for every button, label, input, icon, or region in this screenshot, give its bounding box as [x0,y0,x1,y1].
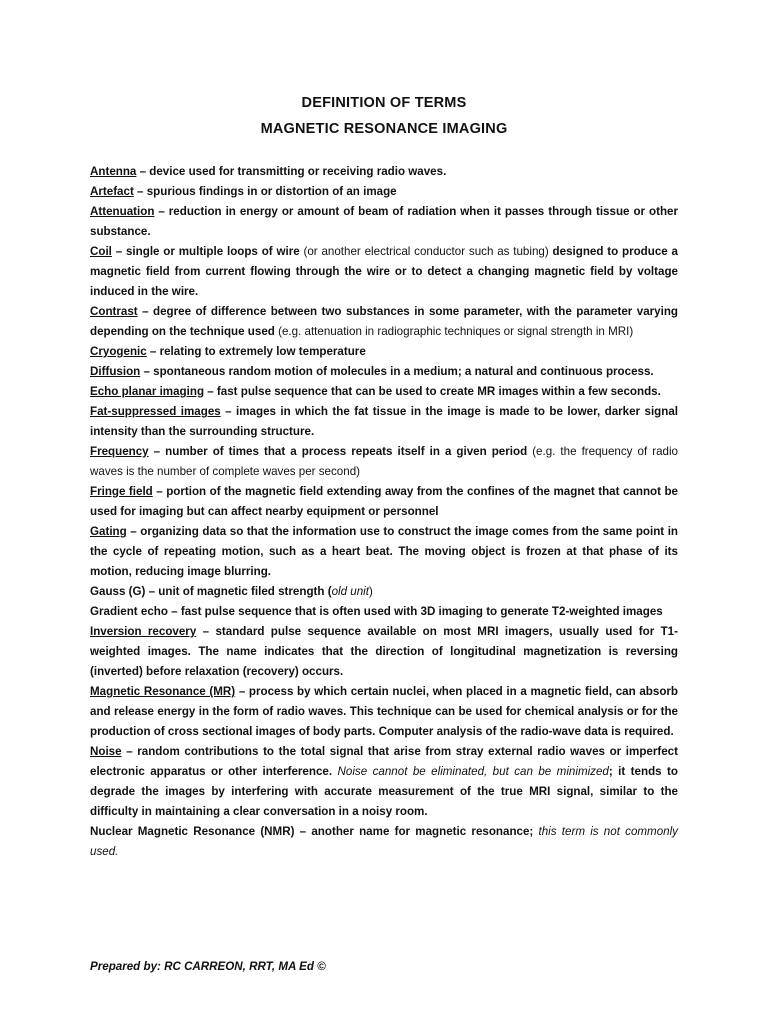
definition-term: Cryogenic [90,345,147,358]
definition-entry [90,182,678,202]
definition-entry [90,522,678,582]
definition-text: – random contributions to the total signal that arise from stray external radio waves or imperfect electronic apparatus or other interference. [90,745,678,778]
definition-entry [90,402,678,442]
definition-term: Fat-suppressed images [90,405,221,418]
definition-term: Gating [90,525,127,538]
definition-entry [90,822,678,862]
definition-text: – reduction in energy or amount of beam of radiation when it passes through tissue or other substance. [90,205,678,238]
definition-term: Contrast [90,305,138,318]
definition-term: Magnetic Resonance (MR) [90,685,236,698]
definition-text: – fast pulse sequence that can be used to create MR images within a few seconds. [204,385,661,398]
definition-text: ; it tends to degrade the images by interfering with accurate measurement of the true MRI signal, similar to the difficulty in maintaining a clear conversation in a noisy room. [90,765,678,818]
definition-entry [90,622,678,682]
definition-term: Gradient echo [90,605,168,618]
definition-text: (e.g. the frequency of radio waves is the number of complete waves per second) [90,445,678,478]
definition-term: Attenuation [90,205,155,218]
definition-text: (e.g. attenuation in radiographic techniques or signal strength in MRI) [278,325,634,338]
definition-entry [90,162,678,182]
definition-term: Echo planar imaging [90,385,205,398]
definition-entry [90,602,678,622]
definition-entry [90,682,678,742]
definition-term: Fringe field [90,485,153,498]
definition-text: – device used for transmitting or receiving radio waves. [136,165,447,178]
definition-text: – spurious findings in or distortion of an image [133,185,397,198]
definition-text: Noise cannot be eliminated, but can be minimized [337,765,609,778]
definition-text: designed to produce a magnetic field from current flowing through the wire or to detect a changing magnetic field by voltage induced in the wire. [90,245,678,298]
definition-text: this term is not commonly used. [90,825,678,858]
definition-term: Inversion recovery [90,625,197,638]
definition-entry [90,742,678,822]
definition-text: – spontaneous random motion of molecules in a medium; a natural and continuous process. [140,365,654,378]
prepared-by-footer: Prepared by: RC CARREON, RRT, MA Ed © [90,960,326,973]
definition-entry [90,302,678,342]
definition-entry [90,382,678,402]
document-subtitle: MAGNETIC RESONANCE IMAGING [260,121,508,137]
definition-list [90,162,678,862]
definition-text: ) [368,585,373,598]
definition-text: – single or multiple loops of wire [111,245,304,258]
definition-text: old unit [331,585,369,598]
definition-term: Coil [90,245,112,258]
definition-term: Frequency [90,445,149,458]
definition-term: Diffusion [90,365,141,378]
definition-entry [90,242,678,302]
definition-term: Artefact [90,185,134,198]
definition-text: – standard pulse sequence available on most MRI imagers, usually used for T1-weighted images. The name indicates that the direction of longitudinal magnetization is reversing (inverted) before relaxation (recovery) occurs. [90,625,678,678]
definition-text: (or another electrical conductor such as tubing) [303,245,549,258]
definition-entry [90,442,678,482]
definition-text: – degree of difference between two substances in some parameter, with the parameter varying depending on the technique used [90,305,678,338]
definition-entry [90,362,678,382]
definition-entry [90,482,678,522]
definition-text: – images in which the fat tissue in the image is made to be lower, darker signal intensity than the surrounding structure. [90,405,678,438]
document-title: DEFINITION OF TERMS [301,95,467,111]
definition-text: – portion of the magnetic field extending away from the confines of the magnet that cannot be used for imaging but can affect nearby equipment or personnel [90,485,678,518]
definition-text: – relating to extremely low temperature [146,345,366,358]
definition-term: Nuclear Magnetic Resonance (NMR) [90,825,295,838]
definition-entry [90,342,678,362]
definition-term: Antenna [90,165,137,178]
definition-text: – process by which certain nuclei, when placed in a magnetic field, can absorb and release energy in the form of radio waves. This technique can be used for chemical analysis or for the production of cross sectional images of body parts. Computer analysis of the radio-wave data is required. [90,685,679,738]
definition-text: – organizing data so that the information use to construct the image comes from the same point in the cycle of repeating motion, such as a heart beat. The moving object is frozen at that phase of its motion, reducing image blurring. [90,525,678,578]
definition-text: – fast pulse sequence that is often used with 3D imaging to generate T2-weighted images [167,605,663,618]
definition-entry [90,582,678,602]
definition-text: – another name for magnetic resonance; [294,825,539,838]
definition-text: – number of times that a process repeats itself in a given period [148,445,533,458]
definition-term: Noise [90,745,122,758]
definition-term: Gauss (G) [90,585,146,598]
definition-entry [90,202,678,242]
definition-text: – unit of magnetic filed strength ( [145,585,332,598]
